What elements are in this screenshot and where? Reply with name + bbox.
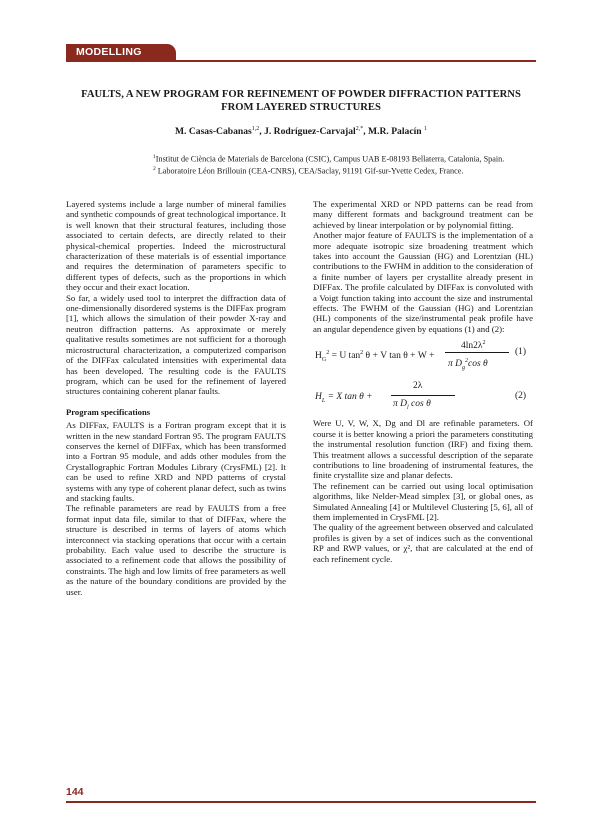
paragraph: The refinable parameters are read by FAULTS from a free format input data file, similar to that of DIFFax, where the structure is described in terms of layers of atoms which interconnect via stacking operations that occur with a certain probability. Each value used to describe the structure is associated to a refinement code that allows the possibility of constraints. The high and low limits of free parameters as well as the nature of the boundary conditions are provided by the user.	[66, 503, 286, 597]
paragraph: The quality of the agreement between observed and calculated profiles is given by a set of indices such as the conventional RP and RWP values, or χ², that are calculated at the end of each refinement cycle.	[313, 522, 533, 564]
equation-1: $H_G^2 = U$ $\tan^2 \theta + V$ tan θ + W + $4\ln 2\lambda^2$ π $D_g^2\cos$ θ (1)	[313, 334, 533, 378]
section-label: MODELLING	[76, 46, 142, 58]
page-number: 144	[66, 786, 84, 798]
section-heading: Program specifications	[66, 406, 151, 417]
author-name: M. Casas-Cabanas	[175, 126, 252, 138]
paragraph: Were U, V, W, X, Dg and Dl are refinable parameters. Of course it is better knowing a priori the parameters constituting the instrumental resolution function (IRF) and fixing them. This treatment allows a successful description of the separate contributions to line broadening of instrumental features, the finite crystallite size and planar defects.	[313, 418, 533, 481]
affiliation: $^2$ Laboratoire Léon Brillouin (CEA-CNRS), CEA/Saclay, 91191 Gif-sur-Yvette Cedex, France.	[153, 166, 464, 176]
section-header	[66, 44, 536, 62]
author-list: M. Casas-Cabanas$^{1,2}$, J. Rodríguez-Carvajal$^{2,*}$, M.R. Palacín $^1$	[175, 126, 427, 138]
right-column	[313, 199, 533, 564]
left-column	[66, 199, 286, 597]
equation-2: $H_L = X$ tan θ + 2λ π $D_l$ cos θ (2)	[313, 378, 533, 418]
author-affil-mark: 1,2	[251, 126, 260, 132]
footer-rule	[66, 801, 536, 803]
author-name: M.R. Palacín	[368, 126, 422, 138]
paragraph: So far, a widely used tool to interpret the diffraction data of one-dimensionally disordered systems is the DIFFax program [1], which allows the simulation of their powder X-ray and neutron diffraction patterns. As approximate or merely qualitative results sometimes are not sufficient for a thorough microstructural characterization, a computerized comparison of the DIFFax calculated intensities with experimental data has been developed. The resulting code is the FAULTS program, which can be used for the refinement of layered structures containing coherent planar faults.	[66, 292, 286, 397]
affiliation: $^1$Institut de Ciència de Materials de Barcelona (CSIC), Campus UAB E-08193 Bellaterra, Catalonia, Spain.	[153, 154, 505, 164]
eq2-denominator: π $D_l$ cos θ	[393, 399, 431, 412]
author-affil-mark: 1	[423, 126, 427, 132]
paper-title: FAULTS, A NEW PROGRAM FOR REFINEMENT OF POWDER DIFFRACTION PATTERNS FROM LAYERED STRUCTURES	[81, 89, 521, 113]
fraction-bar	[391, 395, 455, 396]
author-name: J. Rodríguez-Carvajal	[264, 126, 356, 138]
paragraph: Layered systems include a large number of mineral families and synthetic compounds of great technological importance. It is well known that their structural features, including those associated to certain defects, are directly related to their physical-chemical properties. Indeed the microstructural characterization of these materials is of essential importance and requires the determination of parameters specific to different types of defects, such as the proportions in which they occur and their exact location.	[66, 199, 286, 293]
paragraph: Another major feature of FAULTS is the implementation of a more adequate isotropic size broadening treatment which takes into account the Gaussian (HG) and Lorentzian (HL) contributions to the FWHM in addition to the consideration of a finite number of layers per crystallite already present in DIFFax. The profile calculated by DIFFax is convoluted with a Voigt function taking into account the size and instrumental effects. The FWHM of the Gaussian (HG) and Lorentzian (HL) components of the size/instrumental peak profile have an angular dependence given by equations (1) and (2):	[313, 230, 533, 334]
fraction-bar	[445, 352, 509, 353]
paragraph: The refinement can be carried out using local optimisation algorithms, like Nelder-Mead simplex [3], or global ones, as Simulated Annealing [4] or Multilevel Clustering [5, 6], all of them implemented in CrysFML [2].	[313, 480, 533, 522]
paragraph: The experimental XRD or NPD patterns can be read from many different formats and background treatment can be achieved by linear interpolation or by polynomial fitting.	[313, 199, 533, 230]
eq1-denominator: π $D_g^2\cos$ θ	[448, 358, 488, 372]
eq1-numerator: $4\ln 2\lambda^2$	[461, 340, 486, 352]
paragraph: As DIFFax, FAULTS is a Fortran program except that it is written in the new standard Fortran 95. The program FAULTS conserves the kernel of DIFFax, which has been transformed into a Fortran 95 module, and adds other modules from the Crystallographic Fortran Modules Library (CrysFML) [2]. It can be used to refine XRD and NPD patterns of crystal systems with any type of coherent planar defect, such as twins and stacking faults.	[66, 420, 286, 503]
equation-number: (2)	[515, 391, 527, 402]
header-rule	[66, 60, 536, 62]
equation-number: (1)	[515, 347, 527, 358]
eq2-numerator: 2λ	[413, 381, 423, 392]
author-affil-mark: 2,*	[355, 126, 364, 132]
